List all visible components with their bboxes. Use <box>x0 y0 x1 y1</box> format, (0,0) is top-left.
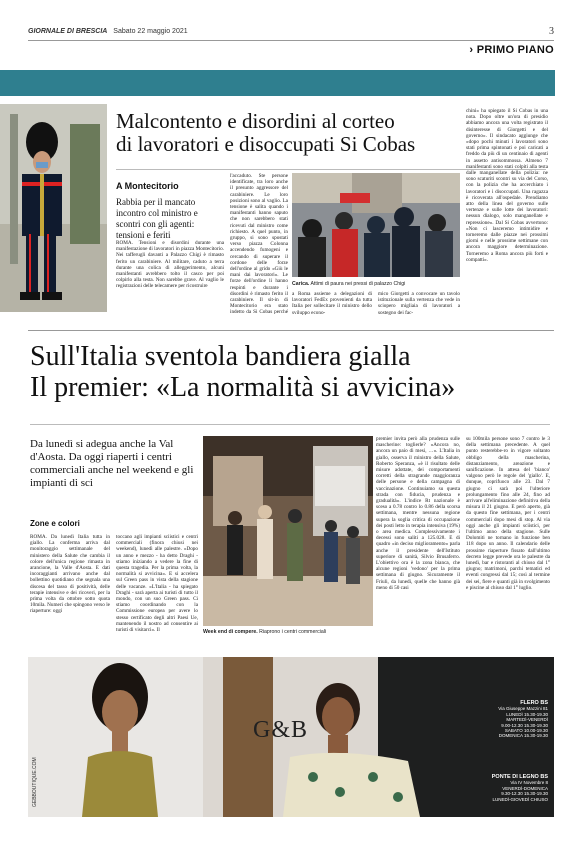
article2-headline <box>30 341 550 403</box>
article1-kicker: A Montecitorio <box>116 181 179 191</box>
page-header <box>28 28 554 35</box>
article2-col1: ROMA. Da lunedì Italia tutta in giallo. La conferma arriva dal monitoraggio settimanale del ministero della Salute che cambia il colore dell'unica regione rimasta in arancione, la Valle d'Aosta. E dati incoraggianti arrivano anche dal bollettino quotidiano che segnala una discesa del tasso di positività, delle terapie intensive e dei ricoveri, per la prima volta da ottobre sotto quota 10mila. Numeri che spingono verso le riaperture: oggi <box>30 534 110 615</box>
article1-caption <box>292 281 460 287</box>
page-number: 3 <box>549 26 554 37</box>
article2-caption-text: Riaprono i centri commerciali <box>259 629 327 635</box>
fashion-advertisement <box>28 657 554 817</box>
article1-caption-bold: Carica. <box>292 281 310 287</box>
store2-line: 9.30-12.30 15.30-19.30 <box>501 791 548 797</box>
article2-col4: su 100mila persone sono 7 contro le 3 della settimana precedente. A quel punto resterebbe-ro in vigore soltanto obbligo della mascherina, distanziamento, areazione e sanificazione. In attesa del 'bianco' valgono però le regole del 'giallo'. E, dunque, coprifuoco alle 23. Dal 7 giugno ci sarà poi l'ulteriore prolungamento fino alle 24, fino ad arrivare all'eliminazione definitiva della misura il 21 giugno. E però aperto, già da questo fine settimana, per i centri commerciali dopo mesi di stop. Al via oggi anche gli impianti sciistici, per l'ultimo anno della stagione. Sulle Dolomiti ne tornano in funzione ben 118 dopo un anno. Il calendario delle prossime riaperture fissato dall'ultimo decreto legge prevede ora le palestre da lunedì, bar e ristoranti al chiuso dal 1° giugno; matrimoni, parchi tematici ed eventi congressi dal 15; così al termine dei sei, fiere e quanti già in svolgimento e piscine al chiuso dal 1° luglio. <box>466 436 550 591</box>
article1-col2: l'accaduto. Ste persone identificate, tra loro anche il presunto aggressore del carabiniere. Le loro posizioni sono al vaglio. La tensione è salita quando i manifestanti hanno saputo che non sarebbero stati ricevuti dal ministro come richiesto. A quel punto, in gruppo, si sono spostati verso piazza Colonna accendendo fumogeni e cercando di superare il cordone delle forze dell'ordine al grido «Giù le mani dai lavoratori». Le forze dell'ordine li hanno respinti e durante i disordini è rimasto ferito il carabiniere. Il sit-in di Montecitorio era stato indetto da Si Cobas perché <box>230 173 288 316</box>
header-rule <box>28 40 554 41</box>
article1-deck: Rabbia per il mancato incontro col ministro e scontri con gli agenti: tensioni e feriti <box>116 197 198 240</box>
article2-caption-bold: Week end di compere. <box>203 629 258 635</box>
article1-caption-text: Attimi di paura nei pressi di palazzo Chigi <box>310 281 406 287</box>
carabiniere-photo <box>0 104 107 312</box>
store1-line: SABATO 10.00-19.30 <box>504 728 548 734</box>
protest-photo <box>292 173 460 277</box>
store-ponte-di-legno <box>492 775 548 802</box>
article2-col2: toccano agli impianti sciistici e centri commerciali (finora chiusi nei weekend), lunedì alle palestre. «Dopo un anno e mezzo - ha detto Draghi - stiamo iniziando a vedere la fine di questa tragedia. Per la prima volta, la normalità si avvicina». E si accelera sul Green pass in vista della stagione delle vacanze. «L'Italia - ha spiegato Draghi - sarà aperta ai turisti di tutto il mondo, con un suo Green pass. Ci stiamo coordinando con la Commissione europea per avere lo stesso certificato degli altri Paesi Ue, mantenendo il nostro ad consentire ai turisti di visitarci». Il <box>116 534 198 634</box>
article1-col5: chini» ha spiegato il Si Cobas in una nota. Dopo oltre un'ora di presidio abbiamo ancora una volta registrato il disinteresse di Giorgetti e del governo». Il sindacato aggiunge che «dopo pochi minuti i lavoratori sono stati prima spintonati e poi caricati a freddo da più di un centinaio di agenti in assetto antisommossa. Almeno 7 manifestanti sono stati colpiti alla testa dalle manganellate della polizia: ne sono scaturiti scontri su via del Corso, con la polizia che ha accerchiato i lavoratori e i disoccupati. Una ragazza è ricoverata all'ospedale. Prendiamo atto della linea del governo sulle vertenze e sulle lotte dei lavoratori: nessun dialogo, solo manganellate e repressione». Dal Si Cobas avvertono: «Non ci lasceremo intimidire e torneremo dalle piazze nei prossimi giorni e nelle prossime settimane con ancora maggiore determinazione. Torneremo a Roma ancora più forti e compatti». <box>466 108 548 263</box>
article2-kicker: Zone e colori <box>30 519 80 528</box>
store-flero <box>498 701 548 739</box>
article2-headline-line1: Sull'Italia sventola bandiera gialla <box>30 341 411 372</box>
store1-line: LUNEDÌ 15.30-19.30 <box>506 711 548 717</box>
shopping-mall-photo <box>203 436 373 626</box>
publication-name: GIORNALE DI BRESCIA <box>28 28 108 35</box>
store2-line: Via IV Novembre 8 <box>510 780 548 786</box>
store1-line: DOMENICA 15.30-19.30 <box>498 733 548 739</box>
article1-col1: ROMA. Tensioni e disordini durante una manifestazione di lavoratori in piazza Montecitorio. Nei tafferugli davanti a Palazzo Chigi è rimasto ferito un carabiniere. Al militare, caduto a terra durante una colica di alleggerimento, alcuni manifestanti avrebbero tolto il casco per poi colpirlo alla testa. Non sarebbe grave. Al vaglio le registrazioni delle telecamere per ricostruire <box>116 240 224 290</box>
article2-deck: Da lunedì si adegua anche la Val d'Aosta. Da oggi riaperti i centri commerciali anche nel weekend e gli impianti di sci <box>30 438 194 489</box>
store1-line: MARTEDÌ-VENERDÌ <box>506 717 548 723</box>
article1-headline-line1: Malcontento e disordini al corteo <box>116 109 395 133</box>
article-divider <box>28 330 554 331</box>
article1-headline-line2: di lavoratori e disoccupati Si Cobas <box>116 132 416 156</box>
article2-headline-line2: Il premier: «La normalità si avvicina» <box>30 372 456 403</box>
store1-line: Via Giuseppe Mazzini 81 <box>498 706 548 712</box>
article1-col4: mico Giorgetti a convocare un tavolo istituzionale sulla vertenza che vede in sciopero migliaia di lavoratori a sostegno dei fac- <box>378 291 460 316</box>
brand-website: GEBBOUTIQUE.COM <box>32 757 38 807</box>
article2-rule <box>30 424 550 425</box>
article1-col3: a Roma assieme a delegazioni di lavoratori FedEx provenienti da tutta Italia per sollecitare il ministro dello sviluppo econo- <box>292 291 372 316</box>
store2-line: LUNEDÌ-GIOVEDÌ CHIUSO <box>492 796 548 802</box>
section-label: › PRIMO PIANO <box>469 44 554 56</box>
article2-caption <box>203 629 373 635</box>
color-banner <box>0 70 555 96</box>
article2-col3: premier invita però alla prudenza sulle mascherine: toglierle? «Ancora no, ancora un paio di mesi, …». L'Italia in giallo, osserva il ministro della Salute, Roberto Speranza, «è il risultato delle misure adottate, dei comportamenti corretti della stragrande maggioranza delle persone e della campagna di vaccinazione. Continuiamo su questa strada con fiducia, prudenza e gradualità». L'indice Rt nazionale è sceso a 0.78 contro lo 0.86 della scorsa settimana, mentre nessuna regione supera la soglia critica di occupazione dei posti letto in terapia intensiva (19%) o area medica. Complessivamente i decessi sono saliti a 125.028. E di quadro «in deciso miglioramento» parla anche il presidente dell'Istituto superiore di sanità, Silvio Brusaferro. L'obiettivo ora è la zona bianca, che alcune regioni 'vedono' per la prima settimana di giugno. Sicuramente il Friuli, da lunedì, quelle che hanno già meno di 50 casi <box>376 436 460 591</box>
store2-line: VENERDÌ-DOMENICA <box>502 785 548 791</box>
brand-logo: G&B <box>253 717 309 743</box>
store1-line: 9.00-12.30 15.30-19.30 <box>501 722 548 728</box>
issue-date: Sabato 22 maggio 2021 <box>113 28 188 35</box>
store1-name: FLERO BS <box>520 700 548 706</box>
store2-name: PONTE DI LEGNO BS <box>491 774 548 780</box>
